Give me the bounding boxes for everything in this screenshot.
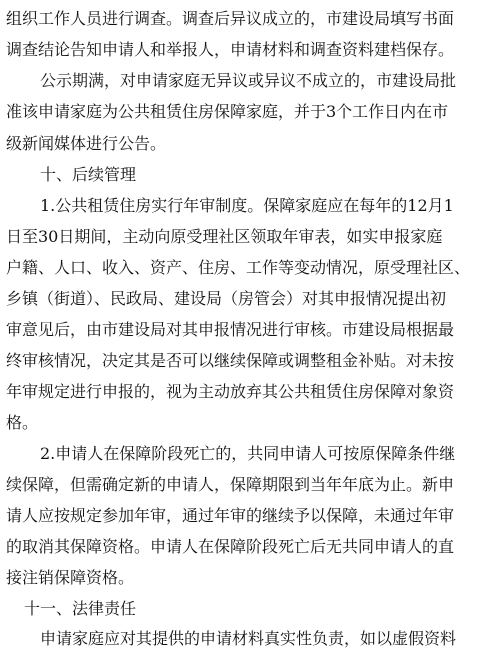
section-heading: 十、后续管理 xyxy=(40,165,137,184)
paragraph-line: 接注销保障资格。 xyxy=(6,568,135,587)
paragraph-line: 1.公共租赁住房实行年审制度。保障家庭应在每年的12月1 xyxy=(40,196,454,215)
paragraph-line: 调查结论告知申请人和举报人，申请材料和调查资料建档保存。 xyxy=(6,40,455,59)
paragraph-line: 年审规定进行申报的，视为主动放弃其公共租赁住房保障对象资 xyxy=(6,382,455,401)
section-heading: 十一、法律责任 xyxy=(24,599,137,618)
paragraph-line: 乡镇（街道）、民政局、建设局（房管会）对其申报情况提出初 xyxy=(6,289,447,308)
paragraph-line: 公示期满，对申请家庭无异议或异议不成立的，市建设局批 xyxy=(40,71,457,90)
paragraph-line: 审意见后，由市建设局对其申报情况进行审核。市建设局根据最 xyxy=(6,320,455,339)
paragraph-line: 2.申请人在保障阶段死亡的，共同申请人可按原保障条件继 xyxy=(40,444,456,463)
paragraph-line: 申请家庭应对其提供的申请材料真实性负责，如以虚假资料 xyxy=(40,629,457,648)
paragraph-line: 格。 xyxy=(6,413,39,432)
paragraph-line: 续保障，但需确定新的申请人，保障期限到当年年底为止。新申 xyxy=(6,475,455,494)
paragraph-line: 级新闻媒体进行公告。 xyxy=(6,134,167,153)
paragraph-line: 户籍、人口、收入、资产、住房、工作等变动情况，原受理社区、 xyxy=(6,258,471,277)
paragraph-line: 请人应按规定参加年审，通过年审的继续予以保障，未通过年审 xyxy=(6,506,455,525)
paragraph-line: 日至30日期间，主动向原受理社区领取年审表，如实申报家庭 xyxy=(6,227,443,246)
paragraph-line: 准该申请家庭为公共租赁住房保障家庭，并于3个工作日内在市 xyxy=(6,102,449,121)
paragraph-line: 终审核情况，决定其是否可以继续保障或调整租金补贴。对未按 xyxy=(6,351,455,370)
paragraph-line: 的取消其保障资格。申请人在保障阶段死亡后无共同申请人的直 xyxy=(6,537,455,556)
paragraph-line: 组织工作人员进行调查。调查后异议成立的，市建设局填写书面 xyxy=(6,9,455,28)
